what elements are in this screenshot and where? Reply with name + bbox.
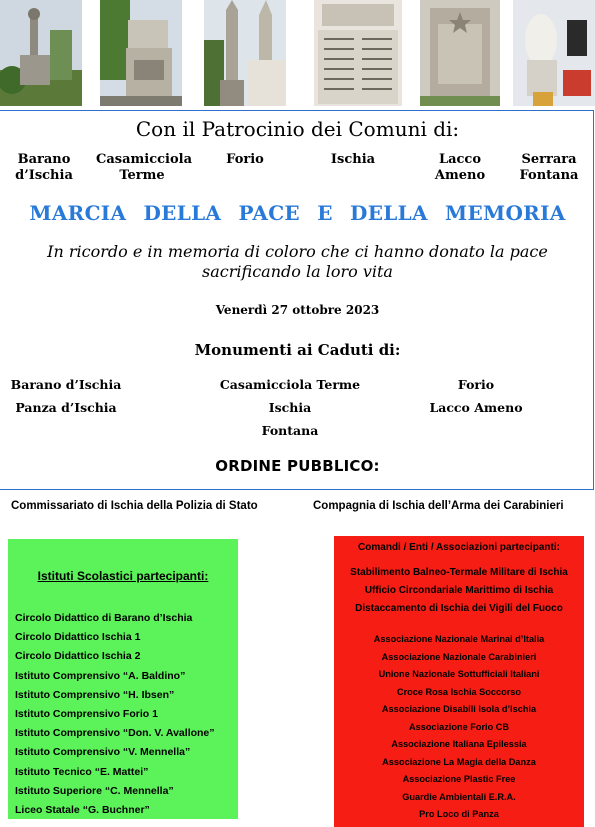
memorial-photo-5 (420, 0, 500, 106)
participants-panel (334, 536, 584, 827)
list-item: Associazione Nazionale Carabinieri (381, 651, 537, 662)
public-order-title: ORDINE PUBBLICO: (215, 457, 380, 475)
memorial-photo-3 (204, 0, 286, 106)
patronage-title: Con il Patrocinio dei Comuni di: (135, 117, 460, 141)
monuments-title: Monumenti ai Caduti di: (194, 341, 401, 359)
commands-list (334, 564, 584, 618)
event-date: Venerdì 27 ottobre 2023 (215, 303, 380, 317)
list-item: Associazione Disabili Isola d’Ischia (381, 704, 537, 714)
list-item: Circolo Didattico Ischia 2 (15, 650, 141, 663)
list-item: Associazione Nazionale Marinai d’Italia (373, 634, 545, 644)
associations-list (334, 631, 584, 824)
list-item: Distaccamento di Ischia dei Vigili del Fuoco (355, 603, 563, 614)
list-item: Pro Loco di Panza (419, 809, 499, 819)
list-item: Istituto Tecnico “E. Mattei” (15, 765, 149, 778)
list-item: Unione Nazionale Sottufficiali Italiani (378, 669, 540, 679)
list-item: Croce Rosa Ischia Soccorso (396, 686, 522, 697)
list-item: Istituto Comprensivo Forio 1 (15, 707, 158, 720)
memorial-photo-6 (513, 0, 595, 106)
monument-place: Lacco Ameno (429, 400, 523, 415)
commune-lacco-ameno: Lacco Ameno (434, 152, 486, 183)
list-item: Associazione Plastic Free (402, 774, 516, 784)
list-item: Associazione Italiana Epilessia (391, 739, 527, 749)
list-item: Associazione Forio CB (408, 721, 510, 732)
memorial-photo-4 (314, 0, 402, 106)
list-item: Circolo Didattico Ischia 1 (15, 631, 141, 644)
schools-panel (8, 539, 238, 819)
event-title: MARCIA DELLA PACE E DELLA MEMORIA (29, 201, 566, 225)
list-item: Istituto Comprensivo “Don. V. Avallone” (15, 727, 215, 740)
authority-carabinieri: Compagnia di Ischia dell’Arma dei Carabinieri (313, 500, 564, 512)
memorial-photo-2 (100, 0, 182, 106)
list-item: Stabilimento Balneo-Termale Militare di Ischia (350, 567, 568, 578)
commune-serrara-fontana: Serrara Fontana (519, 152, 579, 183)
commune-casamicciola: Casamicciola Terme (96, 152, 193, 183)
participants-title: Comandi / Enti / Associazioni partecipanti: (358, 542, 560, 553)
list-item: Associazione La Magia della Danza (382, 756, 536, 767)
commune-ischia: Ischia (330, 152, 376, 167)
list-item: Liceo Statale “G. Buchner” (15, 803, 150, 816)
monument-place: Casamicciola Terme (219, 377, 361, 392)
monument-place: Barano d’Ischia (10, 377, 122, 392)
monument-place: Forio (457, 377, 495, 392)
monument-place: Panza d’Ischia (15, 400, 117, 415)
memorial-photo-strip (0, 0, 595, 106)
monument-place: Fontana (261, 423, 319, 438)
list-item: Istituto Comprensivo “A. Baldino” (15, 669, 186, 682)
commune-barano: Barano d’Ischia (15, 152, 73, 183)
list-item: Circolo Didattico di Barano d’Ischia (15, 612, 193, 624)
event-subtitle: In ricordo e in memoria di coloro che ci hanno donato la pace sacrificando la loro vita (47, 242, 548, 281)
memorial-photo-1 (0, 0, 82, 106)
list-item: Istituto Superiore “C. Mennella” (15, 784, 174, 797)
authority-police: Commissariato di Ischia della Polizia di Stato (11, 500, 258, 512)
schools-title: Istituti Scolastici partecipanti: (37, 569, 209, 583)
list-item: Guardie Ambientali E.R.A. (402, 791, 516, 802)
commune-forio: Forio (226, 152, 264, 167)
monument-place: Ischia (268, 400, 312, 415)
list-item: Ufficio Circondariale Marittimo di Ischia (364, 585, 554, 596)
list-item: Istituto Comprensivo “V. Mennella” (15, 746, 191, 759)
schools-list (15, 609, 215, 820)
list-item: Istituto Comprensivo “H. Ibsen” (15, 688, 175, 701)
